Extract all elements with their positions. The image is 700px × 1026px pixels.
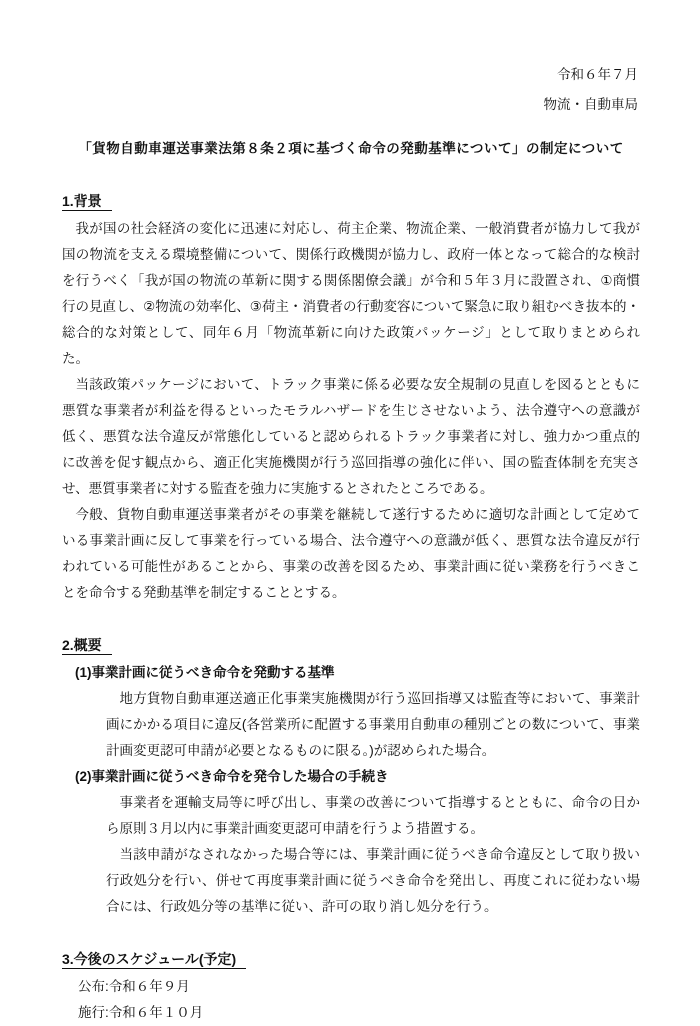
paragraph: 今般、貨物自動車運送事業者がその事業を継続して遂行するために適切な計画として定めている事業計画に反して事業を行っている場合、法令遵守への意識が低く、悪質な法令違反が行われている可能性があることから、事業の改善を図るため、事業計画に従い業務を行うべきことを命令する発動基準を制定することとする。	[62, 507, 640, 600]
overview-item-1-body	[106, 686, 640, 764]
doc-title: 「貨物自動車運送事業法第８条２項に基づく命令の発動基準について」の制定について	[78, 141, 624, 156]
doc-department: 物流・自動車局	[543, 97, 638, 112]
section-background-heading-text: 1.背景	[62, 193, 112, 211]
schedule-item-promulgation: 公布:令和６年９月	[78, 979, 190, 994]
paragraph: 我が国の社会経済の変化に迅速に対応し、荷主企業、物流企業、一般消費者が協力して我が国の物流を支える環境整備について、関係行政機関が協力し、政府一体となって総合的な検討を行うべく「我が国の物流の革新に関する関係閣僚会議」が令和５年３月に設置され、①商慣行の見直し、②物流の効率化、③荷主・消費者の行動変容について緊急に取り組むべき抜本的・総合的な対策として、同年６月「物流革新に向けた政策パッケージ」として取りまとめられた。	[62, 221, 640, 366]
overview-item-2-label: (2)事業計画に従うべき命令を発令した場合の手続き	[75, 769, 389, 784]
section-overview-heading	[62, 632, 640, 658]
section-overview-heading-text: 2.概要	[62, 637, 112, 655]
section-schedule-heading	[62, 946, 640, 972]
document-header	[62, 60, 640, 120]
section-background-heading	[62, 188, 640, 214]
overview-item-1-label: (1)事業計画に従うべき命令を発動する基準	[75, 665, 335, 680]
schedule-item-enforcement: 施行:令和６年１０月	[78, 1005, 204, 1020]
paragraph: 当該申請がなされなかった場合等には、事業計画に従うべき命令違反として取り扱い行政処分を行い、併せて再度事業計画に従うべき命令を発出し、再度これに従わない場合には、行政処分等の基準に従い、許可の取り消し処分を行う。	[106, 847, 640, 914]
overview-item-2-body	[106, 790, 640, 920]
section-schedule-heading-text: 3.今後のスケジュール(予定)	[62, 951, 246, 969]
paragraph: 事業者を運輸支局等に呼び出し、事業の改善について指導するとともに、命令の日から原則３月以内に事業計画変更認可申請を行うよう措置する。	[106, 795, 640, 836]
paragraph: 当該政策パッケージにおいて、トラック事業に係る必要な安全規制の見直しを図るとともに悪質な事業者が利益を得るといったモラルハザードを生じさせないよう、法令遵守への意識が低く、悪質な法令違反が常態化していると認められるトラック事業者に対し、強力かつ重点的に改善を促す観点から、適正化実施機関が行う巡回指導の強化に伴い、国の監査体制を充実させ、悪質事業者に対する監査を強力に実施するとされたところである。	[62, 377, 640, 496]
schedule-body	[78, 974, 640, 1026]
section-overview	[62, 632, 640, 920]
overview-item-2	[75, 764, 640, 920]
paragraph: 地方貨物自動車運送適正化事業実施機関が行う巡回指導又は監査等において、事業計画にかかる項目に違反(各営業所に配置する事業用自動車の種別ごとの数について、事業計画変更認可申請が必要となるものに限る。)が認められた場合。	[106, 691, 640, 758]
overview-item-1	[75, 660, 640, 764]
doc-date: 令和６年７月	[557, 67, 638, 82]
section-schedule	[62, 946, 640, 1026]
section-background	[62, 188, 640, 606]
